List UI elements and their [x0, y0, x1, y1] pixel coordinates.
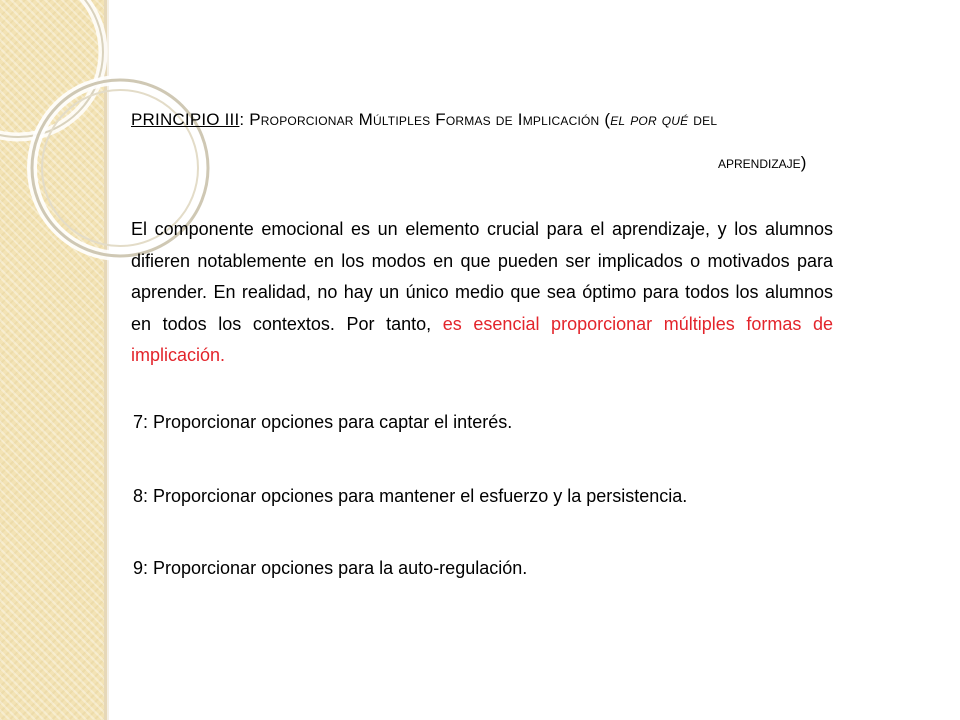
body-paragraph	[131, 214, 833, 372]
point-8: 8: Proporcionar opciones para mantener el esfuerzo y la persistencia.	[133, 486, 688, 506]
title-main: Proporcionar Múltiples Formas de Implicación (	[249, 110, 611, 129]
point-9: 9: Proporcionar opciones para la auto-regulación.	[133, 558, 528, 578]
title-italic-el: el	[610, 110, 626, 129]
title-separator: :	[239, 110, 250, 129]
paragraph-highlight: es esencial proporcionar múltiples formas de implicación.	[131, 313, 833, 365]
slide-title	[131, 109, 717, 131]
slide-title-line-2	[718, 152, 806, 174]
point-7: 7: Proporcionar opciones para captar el interés.	[133, 412, 513, 432]
title-line2-text: aprendizaje	[718, 153, 801, 172]
title-tail: del	[693, 110, 718, 129]
title-italic-por-que: por qué	[630, 110, 689, 129]
title-close-paren: )	[800, 153, 807, 172]
paragraph-text: El componente emocional es un elemento crucial para el aprendizaje, y los alumnos difieren notablemente en los modos en que pueden ser implicados o motivados para aprender. En realidad, no hay un único medio que sea óptimo para todos los alumnos en todos los contextos. Por tanto,	[131, 219, 833, 334]
title-prefix: PRINCIPIO III	[131, 110, 240, 129]
